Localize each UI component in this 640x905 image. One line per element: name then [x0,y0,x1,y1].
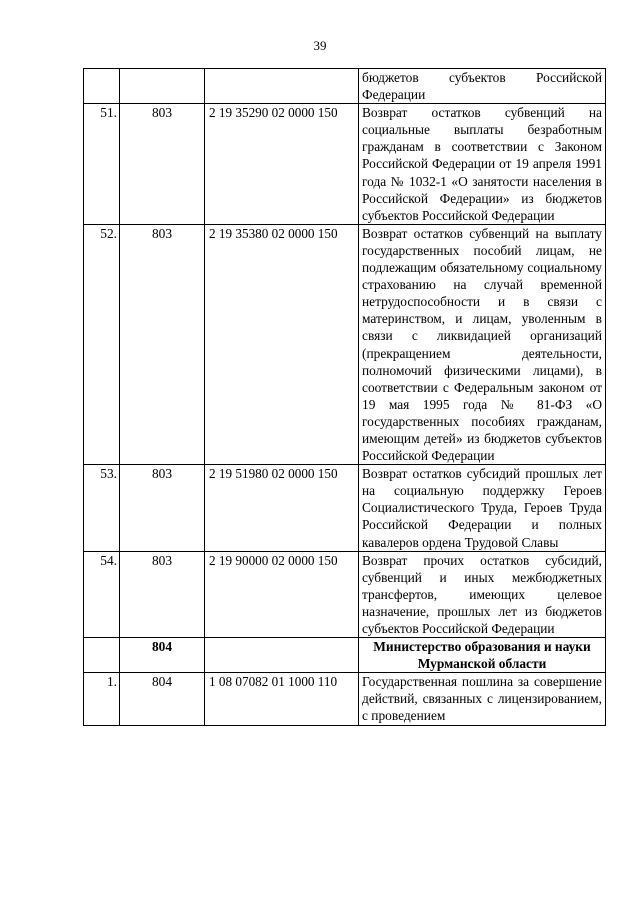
budget-classification-code [205,69,359,104]
revenue-description: Возврат остатков субвенций на выплату государственных пособий лицам, не подлежащим обязательному социальному страхованию на случай временной нетрудоспособности и в связи с материнством, и лицам, уволенным в связи с ликвидацией организаций (прекращением деятельности, полномочий физическими лицами), в соответствии с Федеральным законом от 19 мая 1995 года № 81-ФЗ «О государственных пособиях гражданам, имеющим детей» из бюджетов субъектов Российской Федерации [359,224,606,464]
budget-classification-code: 1 08 07082 01 1000 110 [205,673,359,725]
page-number: 39 [313,38,327,53]
row-number: 53. [84,465,120,551]
row-number [84,69,120,104]
table-row [84,551,606,637]
table-row [84,104,606,225]
revenue-description: Возврат прочих остатков субсидий, субвенций и иных межбюджетных трансфертов, имеющих целевое назначение, прошлых лет из бюджетов субъектов Российской Федерации [359,551,606,637]
admin-code: 804 [120,638,205,673]
table-row [84,673,606,725]
admin-code: 803 [120,224,205,464]
revenue-description: Государственная пошлина за совершение действий, связанных с лицензированием, с проведением [359,673,606,725]
budget-classification-code: 2 19 35380 02 0000 150 [205,224,359,464]
revenue-description: Возврат остатков субвенций на социальные выплаты безработным гражданам в соответствии с Законом Российской Федерации от 19 апреля 1991 года № 1032-1 «О занятости населения в Российской Федерации» из бюджетов субъектов Российской Федерации [359,104,606,225]
admin-code: 803 [120,551,205,637]
budget-classification-code [205,638,359,673]
admin-code [120,69,205,104]
budget-classification-code: 2 19 35290 02 0000 150 [205,104,359,225]
table-row [84,224,606,464]
admin-code: 804 [120,673,205,725]
row-number: 51. [84,104,120,225]
admin-code: 803 [120,465,205,551]
row-number: 52. [84,224,120,464]
table-row [84,69,606,104]
admin-code: 803 [120,104,205,225]
row-number [84,638,120,673]
revenue-description: бюджетов субъектов Российской Федерации [359,69,606,104]
section-heading: Министерство образования и науки Мурманской области [359,638,606,673]
table-row [84,465,606,551]
row-number: 54. [84,551,120,637]
budget-classification-code: 2 19 90000 02 0000 150 [205,551,359,637]
revenue-codes-table [83,68,606,726]
budget-classification-code: 2 19 51980 02 0000 150 [205,465,359,551]
table-row-section-heading [84,638,606,673]
row-number: 1. [84,673,120,725]
revenue-description: Возврат остатков субсидий прошлых лет на социальную поддержку Героев Социалистического Труда, Героев Труда Российской Федерации и полных кавалеров ордена Трудовой Славы [359,465,606,551]
